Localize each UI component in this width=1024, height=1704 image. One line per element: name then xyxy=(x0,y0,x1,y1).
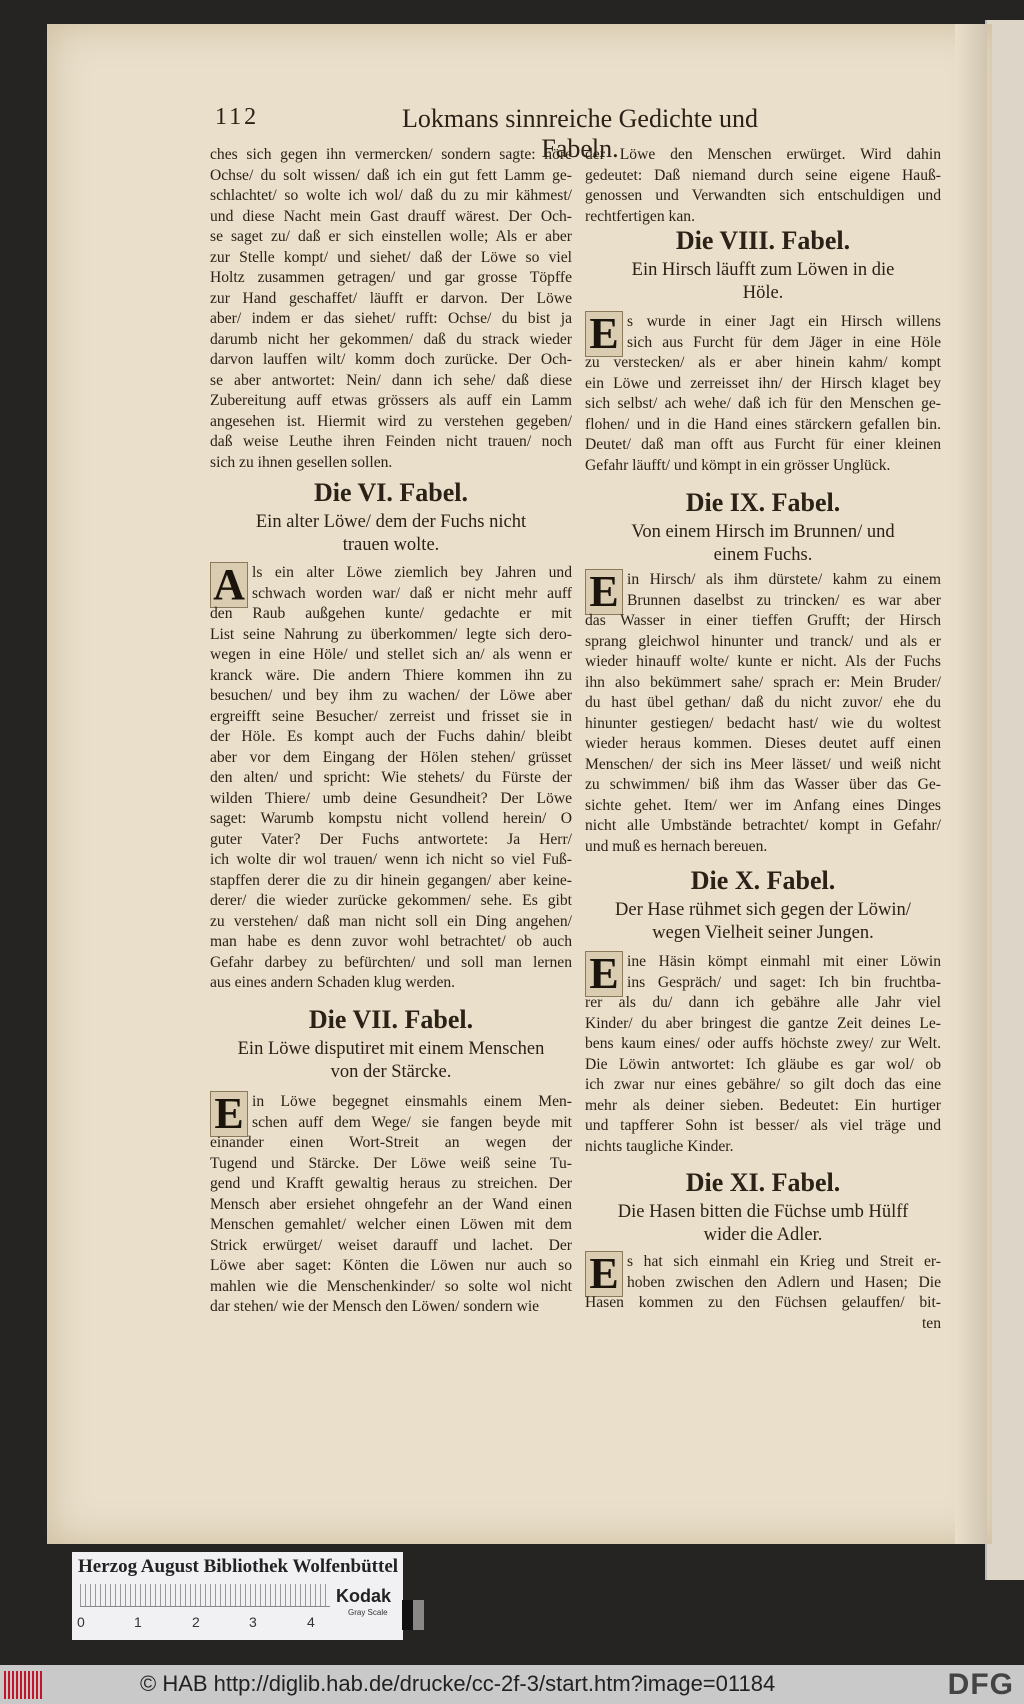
text-block xyxy=(585,570,941,857)
text-line: mahlen wie die Menschenkinder/ so solte wol nicht xyxy=(210,1277,572,1295)
text-line: in Löwe begegnet einsmahls einem Men- xyxy=(252,1093,572,1110)
text-block xyxy=(210,563,572,994)
text-line: der Höle. Es kompt auch der Fuchs dahin/ bleibt xyxy=(210,728,572,745)
text-line: guter Vater? Der Fuchs antwortete: Ja Herr/ xyxy=(210,830,572,848)
footer-url[interactable]: © HAB http://diglib.hab.de/drucke/cc-2f-3/start.htm?image=01184 xyxy=(140,1671,776,1696)
ruler-number: 1 xyxy=(134,1614,142,1630)
text-line: genossen und Verwandten sich entschuldigen und xyxy=(585,187,941,204)
footer-bar xyxy=(0,1665,1024,1704)
text-line: man habe es denn zuvor wohl betrachtet/ ob auch xyxy=(210,933,572,950)
hab-logo-icon xyxy=(4,1671,44,1699)
text-line: zur Hand geschaffet/ läufft er darvon. Der Löwe xyxy=(210,289,572,307)
text-line: Tugend und Stärcke. Der Löwe weiß seine Tu- xyxy=(210,1154,572,1172)
text-line: einander einen Wort-Streit an wegen der xyxy=(210,1134,572,1151)
drop-cap: E xyxy=(210,1091,248,1137)
text-line: ergreifft seine Besucher/ zerreist und frisset sie in xyxy=(210,707,572,725)
fable-heading: Die XI. Fabel. xyxy=(685,1168,841,1197)
text-line: Kinder/ du aber bringest die gantze Zeit deines Le- xyxy=(585,1014,941,1032)
fable-subtitle: Ein Löwe disputiret mit einem Menschen xyxy=(237,1039,545,1059)
text-line: daß weise Leuthe ihren Feinden nicht trauen/ noch xyxy=(210,433,572,450)
text-line: se aber antwortet: Nein/ dann ich sehe/ daß diese xyxy=(210,371,572,389)
text-line: saget: Warumb kompstu nicht vollend herein/ O xyxy=(210,810,572,827)
text-line: ein Löwe und zerreisset ihn/ der Hirsch klaget bey xyxy=(585,374,941,392)
text-line: sich aus Furcht für dem Jäger in eine Höle xyxy=(627,333,941,351)
text-line: Menschen/ der sich ins Meer lässet/ und weiß nicht xyxy=(585,755,941,773)
page-gutter xyxy=(955,24,987,1544)
running-title: Lokmans sinnreiche Gedichte und Fabeln. xyxy=(402,104,758,163)
text-block xyxy=(210,145,572,473)
dfg-logo: DFG xyxy=(947,1668,1014,1701)
fable-subtitle: Ein Hirsch läufft zum Löwen in die xyxy=(631,260,895,280)
gray-scale-label: Gray Scale xyxy=(348,1608,388,1617)
text-line: Die Löwin antwortet: Ich gläube es gar wol/ ob xyxy=(585,1055,941,1073)
fable-subtitle: wegen Vielheit seiner Jungen. xyxy=(652,923,874,943)
text-line: und tapfferer Sohn ist besser/ als viel träge und xyxy=(585,1117,941,1134)
text-line: Gefahr läufft/ und kömpt in ein grösser Unglück. xyxy=(585,456,891,474)
text-line: schwach worden war/ daß er nicht mehr auff xyxy=(252,584,572,602)
text-line: Brunnen daselbst zu trincken/ es war aber xyxy=(627,591,941,609)
text-line: Zubereitung auff etwas grössers als auff ein Lamm xyxy=(210,392,572,409)
fable-subtitle: wider die Adler. xyxy=(703,1225,823,1245)
fable-subtitle: Von einem Hirsch im Brunnen/ und xyxy=(631,522,895,542)
text-line: hoben zwischen den Adlern und Hasen; Die xyxy=(627,1273,941,1291)
text-line: sichte gehet. Item/ wer im Anfang eines Dinges xyxy=(585,796,941,814)
text-line: der Löwe den Menschen erwürget. Wird dahin xyxy=(585,146,941,163)
text-line: nichts taugliche Kinder. xyxy=(585,1137,734,1155)
text-line: rer als du/ dann ich gebähre alle Jahr viel xyxy=(585,994,941,1011)
drop-cap: A xyxy=(210,562,248,608)
text-line: ine Häsin kömpt einmahl mit einer Löwin xyxy=(627,953,941,970)
text-line: den Raub außgehen kunte/ gedachte er mit xyxy=(210,605,572,622)
text-block xyxy=(210,1092,572,1318)
text-line: wegen in eine Höle/ und stellet sich an/ als wenn er xyxy=(210,646,572,663)
ruler-number: 2 xyxy=(192,1614,200,1630)
text-line: ich wolte dir wol trauen/ wenn ich nicht so viel Fuß- xyxy=(210,851,572,868)
text-line: und diese Nacht mein Gast drauff wärest. Der Och- xyxy=(210,207,572,225)
fable-subtitle: Höle. xyxy=(742,283,784,303)
text-line: List seine Nahrung zu überkommen/ legte sich dero- xyxy=(210,625,572,643)
text-line: flohen/ und in die Hand eines stärckern gefallen bin. xyxy=(585,415,941,433)
text-line: ls ein alter Löwe ziemlich bey Jahren und xyxy=(252,564,572,581)
text-block xyxy=(585,952,941,1157)
text-line: zu verstehen/ daß man nicht soll ein Ding angehen/ xyxy=(210,912,572,930)
text-line: darumb nicht her gekommen/ daß du strack wieder xyxy=(210,330,572,348)
text-line: den alten/ und spricht: Wie stehets/ du Fürste der xyxy=(210,769,572,786)
text-line: gend und Krafft gewaltig heraus zu streichen. Der xyxy=(210,1175,572,1192)
fable-subtitle: Ein alter Löwe/ dem der Fuchs nicht xyxy=(255,512,527,532)
kodak-label: Kodak xyxy=(336,1586,392,1606)
text-line: und muß es hernach bereuen. xyxy=(585,837,768,855)
text-line: sich selbst/ ach wehe/ daß ich für den Menschen ge- xyxy=(585,395,941,412)
text-line: besuchen/ und bey ihm zu wachen/ der Löwe aber xyxy=(210,687,572,704)
text-line: aber vor dem Eingang der Hölen stehen/ grüsset xyxy=(210,748,572,766)
text-line: rechtfertigen kan. xyxy=(585,207,695,225)
text-line: nicht alle Umbstände betrachtet/ kompt in Gefahr/ xyxy=(585,817,941,834)
ruler-number: 3 xyxy=(249,1614,257,1630)
text-line: Menschen gemahlet/ welcher einen Löwen mit dem xyxy=(210,1216,572,1233)
fable-heading: Die VII. Fabel. xyxy=(308,1005,474,1034)
text-line: sprang gleichwol hinunter und tranck/ und als er xyxy=(585,632,941,650)
text-line: in Hirsch/ als ihm dürstete/ kahm zu einem xyxy=(627,571,941,588)
text-line: Gefahr darbey zu befürchten/ und soll man lernen xyxy=(210,953,572,971)
text-line: aber/ indem er das siehet/ rufft: Ochse/ du bist ja xyxy=(210,310,572,327)
text-line: angesehen ist. Hiermit wird zu verstehen gegeben/ xyxy=(210,412,572,430)
text-line: zu verstecken/ als er aber hinein kahm/ kompt xyxy=(585,354,941,371)
text-line: das Wasser in einer tieffen Grufft; der Hirsch xyxy=(585,612,941,629)
text-line: ins Gespräch/ und saget: Ich bin fruchtba- xyxy=(627,973,941,991)
text-line: sich zu ihnen gesellen sollen. xyxy=(210,453,393,471)
gray-patch xyxy=(402,1600,424,1630)
text-line: Deutet/ daß man offt aus Furcht für einer kleinen xyxy=(585,436,941,453)
ruler-number: 0 xyxy=(77,1614,85,1630)
text-line: Hasen kommen zu den Füchsen gelauffen/ bit- xyxy=(585,1294,941,1311)
catchword: ten xyxy=(921,1314,941,1332)
text-line: du hast übel gethan/ daß du nicht zuvor/ ehe du xyxy=(585,694,941,711)
text-line: ches sich gegen ihn vermercken/ sondern sagte: höre xyxy=(210,146,572,163)
text-line: ihn also bekümmert sahe/ sprach er: Mein Bruder/ xyxy=(585,673,941,691)
fable-heading: Die VIII. Fabel. xyxy=(675,226,851,255)
text-line: ich zwar nur eines gebähre/ so gilt doch das eine xyxy=(585,1076,941,1093)
ruler xyxy=(80,1584,330,1607)
fable-subtitle: trauen wolte. xyxy=(342,535,440,555)
drop-cap: E xyxy=(585,569,623,615)
text-line: darvon lauffen wilt/ komm doch zurücke. Der Och- xyxy=(210,351,572,368)
text-line: Strick erwürget/ weiset darauff und lachet. Der xyxy=(210,1236,572,1254)
text-line: Löwe aber saget: Könten die Löwen nur auch so xyxy=(210,1257,572,1274)
text-line: zur Stelle kompt/ und siehet/ daß der Löwe so viel xyxy=(210,248,572,266)
text-block xyxy=(585,312,941,476)
text-line: dar stehen/ wie der Mensch den Löwen/ sondern wie xyxy=(210,1298,540,1315)
text-line: mehr als deiner sieben. Bedeutet: Ein hurtiger xyxy=(585,1096,941,1114)
fable-heading: Die VI. Fabel. xyxy=(313,478,469,507)
library-name: Herzog August Bibliothek Wolfenbüttel xyxy=(78,1556,399,1577)
text-block xyxy=(585,1252,941,1334)
text-line: gedeutet: Daß niemand durch seine eigene Hauß- xyxy=(585,166,941,184)
text-line: hinunter gestiegen/ bedacht hast/ wie du woltest xyxy=(585,714,941,732)
ruler-number: 4 xyxy=(307,1614,315,1630)
text-block xyxy=(585,145,941,227)
fable-subtitle: einem Fuchs. xyxy=(713,545,813,565)
text-line: derer/ die wieder zurücke gekommen/ sehe. Es gibt xyxy=(210,892,572,909)
fable-heading: Die IX. Fabel. xyxy=(685,488,841,517)
fable-subtitle: Die Hasen bitten die Füchse umb Hülff xyxy=(617,1202,909,1222)
text-line: schen auff dem Wege/ sie fangen beyde mit xyxy=(252,1113,572,1131)
text-line: kranck wäre. Die andern Thiere kommen ihn zu xyxy=(210,666,572,684)
color-calibration-card xyxy=(72,1552,403,1640)
text-line: wieder heraus kommen. Dieses deutet auff einen xyxy=(585,735,941,752)
text-line: s hat sich einmahl ein Krieg und Streit er- xyxy=(627,1253,941,1270)
text-line: Holtz zusammen getragen/ und gar grosse Töpffe xyxy=(210,269,572,286)
text-line: bens kaum eines/ oder auffs höchste zwey/ zur Welt. xyxy=(585,1035,941,1052)
page-number: 112 xyxy=(215,104,260,130)
text-line: schlachtet/ so wolte ich wol/ daß du zu mir kähmest/ xyxy=(210,187,572,204)
fable-subtitle: von der Stärcke. xyxy=(330,1062,452,1082)
text-line: Ochse/ du solt wissen/ daß ich ein gut fett Lamm ge- xyxy=(210,166,572,184)
text-line: stapffen derer die zu dir hinein gegangen/ aber keine- xyxy=(210,871,572,889)
text-line: wieder hinauff wolte/ kunte er nicht. Als der Fuchs xyxy=(585,653,941,670)
text-line: s wurde in einer Jagt ein Hirsch willens xyxy=(627,313,941,330)
drop-cap: E xyxy=(585,951,623,997)
fable-subtitle: Der Hase rühmet sich gegen der Löwin/ xyxy=(615,900,911,920)
fable-heading: Die X. Fabel. xyxy=(690,866,836,895)
text-line: zu schwimmen/ biß ihm das Wasser über das Ge- xyxy=(585,776,941,793)
drop-cap: E xyxy=(585,311,623,357)
drop-cap: E xyxy=(585,1251,623,1297)
text-line: Mensch aber ersiehet ohngefehr an der Wand einen xyxy=(210,1195,572,1213)
text-line: aus eines andern Schaden klug werden. xyxy=(210,974,456,991)
text-line: se saget zu/ daß er sich einstellen wolle; Als er aber xyxy=(210,228,572,245)
text-line: wilden Thiere/ umb deine Gesundheit? Der Löwe xyxy=(210,789,572,807)
